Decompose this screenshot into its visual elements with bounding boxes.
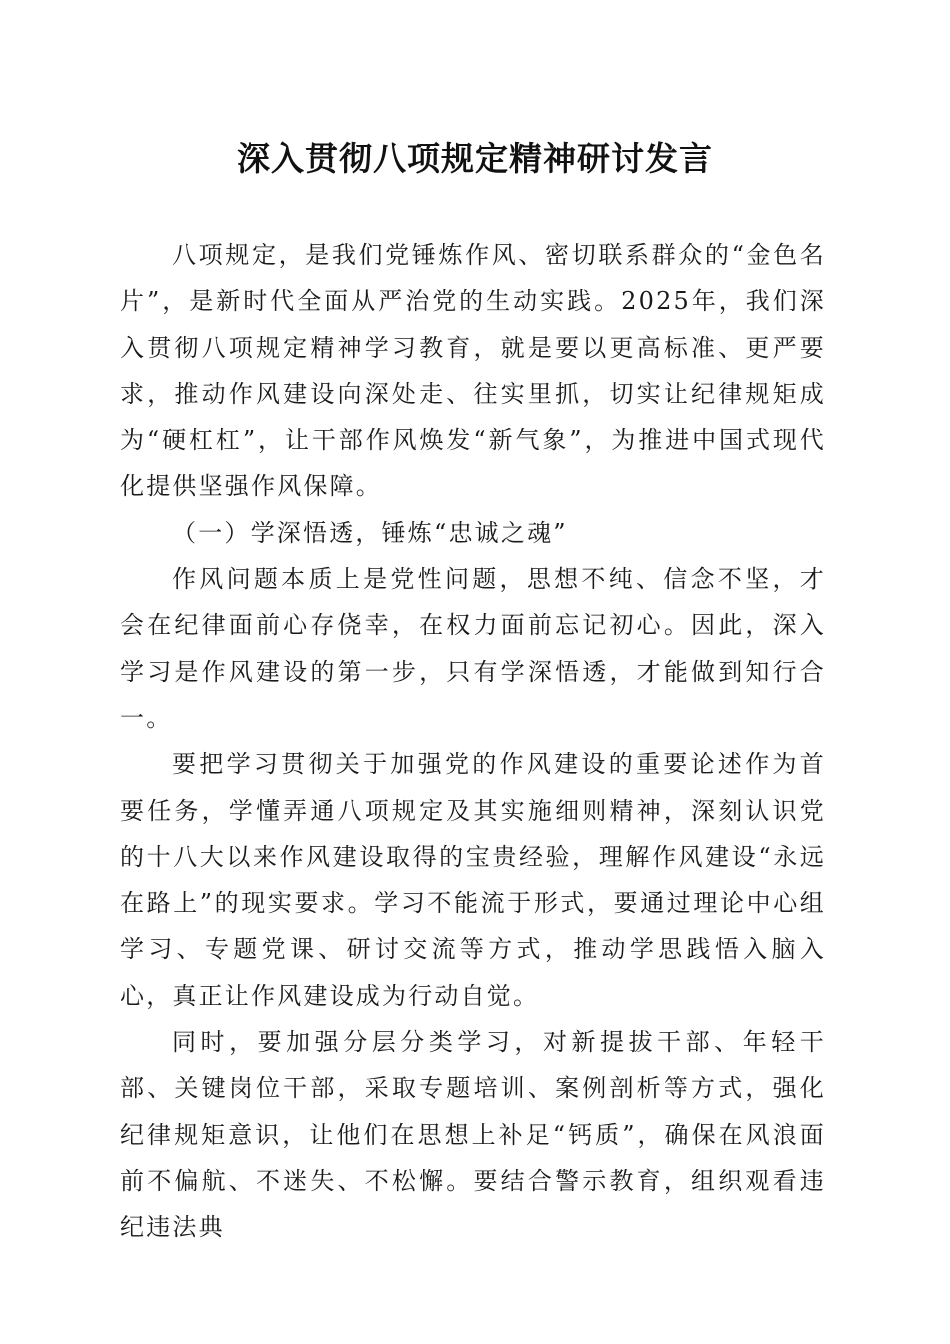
paragraph-party-spirit: 作风问题本质上是党性问题，思想不纯、信念不坚，才会在纪律面前心存侥幸，在权力面前忘记初心。因此，深入学习是作风建设的第一步，只有学深悟透，才能做到知行合一。 xyxy=(120,565,826,732)
paragraph-layered-study: 同时，要加强分层分类学习，对新提拔干部、年轻干部、关键岗位干部，采取专题培训、案例剖析等方式，强化纪律规矩意识，让他们在思想上补足“钙质”，确保在风浪面前不偏航、不迷失、不松懈。要结合警示教育，组织观看违纪违法典 xyxy=(120,1028,826,1242)
document-title: 深入贯彻八项规定精神研讨发言 xyxy=(237,139,713,178)
document-body xyxy=(120,232,826,1251)
paragraph-study-task: 要把学习贯彻关于加强党的作风建设的重要论述作为首要任务，学懂弄通八项规定及其实施细则精神，深刻认识党的十八大以来作风建设取得的宝贵经验，理解作风建设“永远在路上”的现实要求。学习不能流于形式，要通过理论中心组学习、专题党课、研讨交流等方式，推动学思践悟入脑入心，真正让作风建设成为行动自觉。 xyxy=(120,750,826,1010)
section-heading: （一）学深悟透，锤炼“忠诚之魂” xyxy=(172,518,568,547)
paragraph-intro: 八项规定，是我们党锤炼作风、密切联系群众的“金色名片”，是新时代全面从严治党的生动实践。2025年，我们深入贯彻八项规定精神学习教育，就是要以更高标准、更严要求，推动作风建设向深处走、往实里抓，切实让纪律规矩成为“硬杠杠”，让干部作风焕发“新气象”，为推进中国式现代化提供坚强作风保障。 xyxy=(120,241,826,501)
